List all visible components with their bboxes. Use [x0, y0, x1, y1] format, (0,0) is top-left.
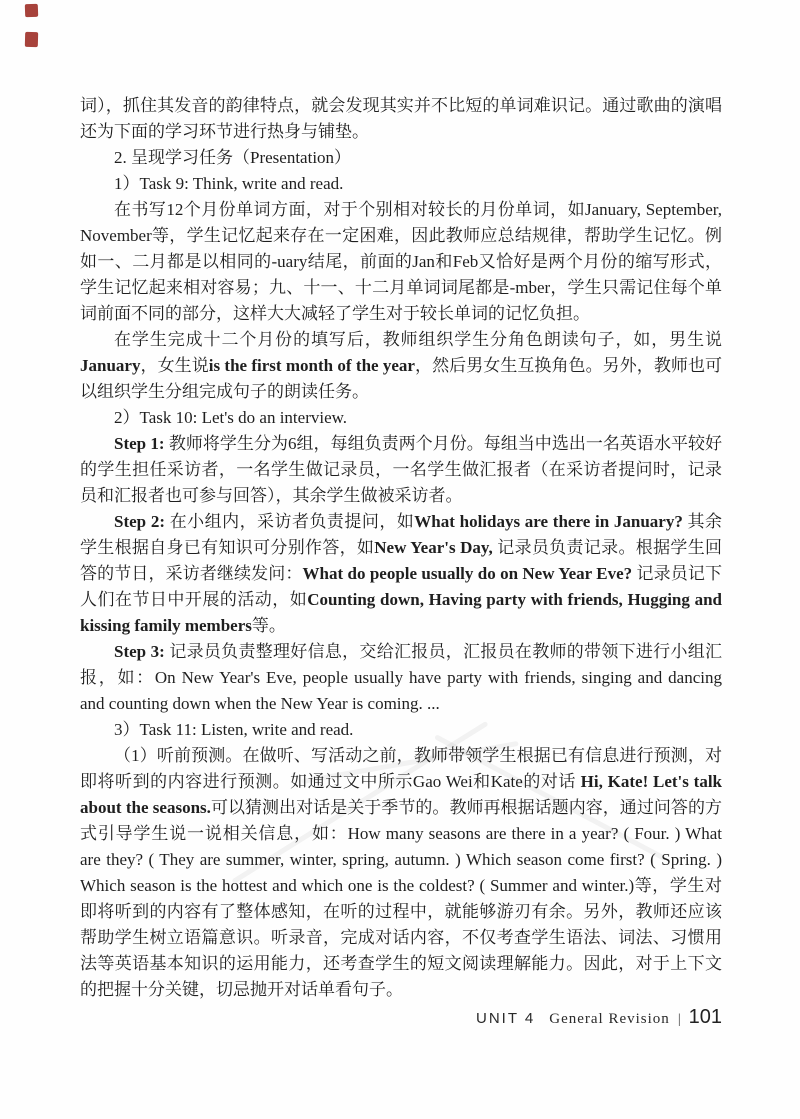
paragraph: 2）Task 10: Let's do an interview. [114, 408, 348, 427]
paragraph: 在学生完成十二个月份的填写后，教师组织学生分角色朗读句子，如，男生说January，女生说is the first month of the year，然后男女生互换角色。另外，教师也可以组织学生分组完成句子的朗读任务。 [80, 330, 723, 401]
footer-unit-label: UNIT 4 [476, 1010, 536, 1027]
footer-page-number: 101 [688, 1006, 722, 1028]
paragraph: 在书写12个月份单词方面，对于个别相对较长的月份单词，如January, September, November等，学生记忆起来存在一定困难，因此教师应总结规律，帮助学生记忆。例如一、二月都是以相同的-uary结尾，前面的Jan和Feb又恰好是两个月份的缩写形式，学生记忆起来相对容易；九、十一、十二月单词词尾都是-mber，学生只需记住每个单词前面不同的部分，这样大大减轻了学生对于较长单词的记忆负担。 [80, 200, 722, 323]
footer-section-title: General Revision [549, 1011, 670, 1027]
paragraph: 词），抓住其发音的韵律特点，就会发现其实并不比短的单词难识记。通过歌曲的演唱还为下面的学习环节进行热身与铺垫。 [80, 96, 722, 141]
paragraph: Step 2: 在小组内，采访者负责提问，如What holidays are there in January? 其余学生根据自身已有知识可分别作答，如New Year's Day, 记录员负责记录。根据学生回答的节日，采访者继续发问：What do people usually do on New Year Eve? 记录员记下人们在节日中开展的活动，如Counting down, Having party with friends, Hugging and kissing family members等。 [80, 512, 723, 635]
footer-separator: | [677, 1012, 681, 1027]
red-proof-mark [25, 4, 38, 17]
red-proof-mark [25, 32, 38, 47]
page-body [80, 93, 722, 1003]
paragraph: 1）Task 9: Think, write and read. [114, 174, 344, 193]
paragraph: Step 3: 记录员负责整理好信息，交给汇报员，汇报员在教师的带领下进行小组汇报，如：On New Year's Eve, people usually have party with friends, singing and dancing and counting down when the New Year is coming. ... [80, 642, 723, 713]
paragraph: 3）Task 11: Listen, write and read. [114, 720, 354, 739]
paragraph: （1）听前预测。在做听、写活动之前，教师带领学生根据已有信息进行预测，对即将听到的内容进行预测。如通过文中所示Gao Wei和Kate的对话 Hi, Kate! Let's talk about the seasons.可以猜测出对话是关于季节的。教师再根据话题内容，通过问答的方式引导学生说一说相关信息，如：How many seasons are there in a year? ( Four. ) What are they? ( They are summer, winter, spring, autumn. ) Which season come first? ( Spring. ) Which season is the hottest and which one is the coldest? ( Summer and winter.)等，学生对即将听到的内容有了整体感知，在听的过程中，就能够游刃有余。另外，教师还应该帮助学生树立语篇意识。听录音，完成对话内容，不仅考查学生语法、词法、习惯用法等英语基本知识的运用能力，还考查学生的短文阅读理解能力。因此，对于上下文的把握十分关键，切忌抛开对话单看句子。 [80, 746, 722, 999]
paragraph: 2. 呈现学习任务（Presentation） [114, 148, 352, 167]
page-footer [476, 1006, 722, 1029]
paragraph: Step 1: 教师将学生分为6组，每组负责两个月份。每组当中选出一名英语水平较好的学生担任采访者，一名学生做记录员，一名学生做汇报者（在采访者提问时，记录员和汇报者也可参与回答），其余学生做被采访者。 [80, 434, 723, 505]
